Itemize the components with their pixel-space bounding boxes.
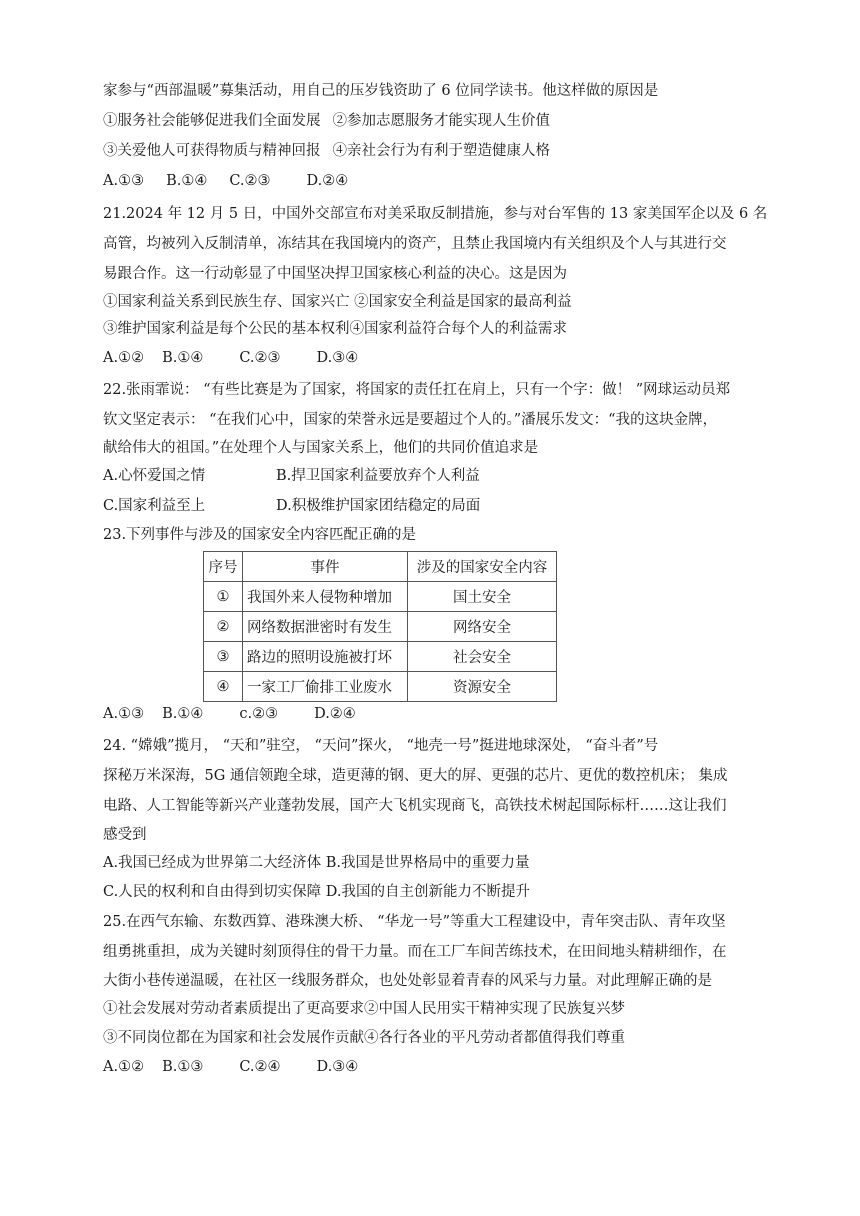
table-row: [204, 582, 557, 612]
q20-option-4: ④亲社会行为有利于塑造健康人格: [332, 143, 550, 159]
q24-line2: 探秘万米深海，5G 通信领跑全球，造更薄的钢、更大的屏、更强的芯片、更优的数控机床； 集成: [103, 768, 728, 784]
q23-choice-c: c.②③: [239, 706, 279, 722]
q20-option-3: ③关爱他人可获得物质与精神回报: [103, 143, 321, 159]
q24-line1: 24. “嫦娥”揽月， “天和”驻空， “天问”探火， “地壳一号”挺进地球深处， “奋斗者”号: [103, 738, 659, 754]
q25-options-row2: ③不同岗位都在为国家和社会发展作贡献④各行各业的平凡劳动者都值得我们尊重: [103, 1030, 625, 1046]
q20-choice-a: A.①③: [103, 173, 145, 189]
q22-choice-a: A.心怀爱国之情: [103, 468, 206, 484]
q25-line1: 25.在西气东输、东数西算、港珠澳大桥、 “华龙一号”等重大工程建设中，青年突击队、青年攻坚: [103, 914, 726, 930]
q21-choice-a: A.①②: [103, 350, 145, 366]
header-security: 涉及的国家安全内容: [408, 552, 557, 582]
q22-choice-c: C.国家利益至上: [103, 498, 206, 514]
q23-stem: 23.下列事件与涉及的国家安全内容匹配正确的是: [103, 527, 417, 543]
q25-line2: 组勇挑重担，成为关键时刻顶得住的骨干力量。而在工厂车间苦练技术，在田间地头精耕细作，在: [103, 944, 727, 960]
q21-line3: 易跟合作。这一行动彰显了中国坚决捍卫国家核心利益的决心。这是因为: [103, 266, 567, 282]
row-index: ②: [204, 612, 243, 642]
q25-choices: [103, 1057, 358, 1077]
q24-choices-row1: A.我国已经成为世界第二大经济体 B.我国是世界格局中的重要力量: [103, 855, 530, 871]
q25-choice-c: C.②④: [239, 1059, 281, 1075]
q20-choice-c: C.②③: [229, 173, 271, 189]
q22-line2: 钦文坚定表示： “在我们心中，国家的荣誉永远是要超过个人的。”潘展乐发文：“我的这块金牌，: [103, 412, 718, 428]
q20-options-row1: [103, 111, 550, 131]
row-index: ④: [204, 672, 243, 702]
row-security: 社会安全: [408, 642, 557, 672]
q20-option-1: ①服务社会能够促进我们全面发展: [103, 113, 321, 129]
row-index: ③: [204, 642, 243, 672]
q22-choices-row1: [103, 466, 480, 486]
table-header-row: [204, 552, 557, 582]
row-event: 路边的照明设施被打坏: [243, 642, 408, 672]
q20-choices: [103, 171, 348, 191]
q20-choice-d: D.②④: [306, 173, 349, 189]
q23-choice-a: A.①③: [103, 706, 145, 722]
row-event: 一家工厂偷排工业废水: [243, 672, 408, 702]
row-security: 国土安全: [408, 582, 557, 612]
row-security: 资源安全: [408, 672, 557, 702]
q24-choices-row2: C.人民的权利和自由得到切实保障 D.我国的自主创新能力不断提升: [103, 884, 531, 900]
q21-line2: 高管，均被列入反制清单，冻结其在我国境内的资产，且禁止我国境内有关组织及个人与其进行交: [103, 236, 727, 252]
q21-choices: [103, 348, 358, 368]
q20-options-row2: [103, 141, 550, 161]
row-event: 我国外来人侵物种增加: [243, 582, 408, 612]
q22-choice-b: B.捍卫国家利益要放弃个人利益: [276, 468, 480, 484]
header-event: 事件: [243, 552, 408, 582]
q23-choice-d: D.②④: [314, 706, 356, 722]
q24-line4: 感受到: [103, 827, 147, 843]
q21-options-row2: ③维护国家利益是每个公民的基本权利④国家利益符合每个人的利益需求: [103, 321, 567, 337]
q22-line3: 献给伟大的祖国。”在处理个人与国家关系上，他们的共同价值追求是: [103, 440, 539, 456]
q22-choices-row2: [103, 496, 480, 516]
row-security: 网络安全: [408, 612, 557, 642]
q23-choices: [103, 704, 356, 724]
q25-options-row1: ①社会发展对劳动者素质提出了更高要求②中国人民用实干精神实现了民族复兴梦: [103, 1001, 625, 1017]
q25-choice-a: A.①②: [103, 1059, 145, 1075]
q23-choice-b: B.①④: [162, 706, 204, 722]
table-row: [204, 642, 557, 672]
q20-choice-b: B.①④: [166, 173, 208, 189]
q25-choice-d: D.③④: [316, 1059, 359, 1075]
security-table: [203, 551, 557, 702]
q21-choice-b: B.①④: [162, 350, 204, 366]
q20-stem: 家参与“西部温暖”募集活动，用自己的压岁钱资助了 6 位同学读书。他这样做的原因是: [103, 83, 659, 99]
row-event: 网络数据泄密时有发生: [243, 612, 408, 642]
q25-choice-b: B.①③: [162, 1059, 204, 1075]
q21-choice-d: D.③④: [316, 350, 359, 366]
table-row: [204, 672, 557, 702]
q21-choice-c: C.②③: [239, 350, 281, 366]
q25-line3: 大街小巷传递温暖，在社区一线服务群众，也处处彰显着青春的风采与力量。对此理解正确的是: [103, 973, 712, 989]
q21-options-row1: ①国家利益关系到民族生存、国家兴亡 ②国家安全利益是国家的最高利益: [103, 294, 572, 310]
q21-line1: 21.2024 年 12 月 5 日，中国外交部宣布对美采取反制措施，参与对台军售的 13 家美国军企以及 6 名: [103, 206, 768, 222]
q20-option-2: ②参加志愿服务才能实现人生价值: [332, 113, 550, 129]
q22-choice-d: D.积极维护国家团结稳定的局面: [276, 498, 481, 514]
q24-line3: 电路、人工智能等新兴产业蓬勃发展，国产大飞机实现商飞，高铁技术树起国际标杆……这让我们: [103, 798, 727, 814]
row-index: ①: [204, 582, 243, 612]
table-row: [204, 612, 557, 642]
q22-line1: 22.张雨霏说： “有些比赛是为了国家，将国家的责任扛在肩上，只有一个字：做！ ”网球运动员郑: [103, 382, 731, 398]
header-index: 序号: [204, 552, 243, 582]
